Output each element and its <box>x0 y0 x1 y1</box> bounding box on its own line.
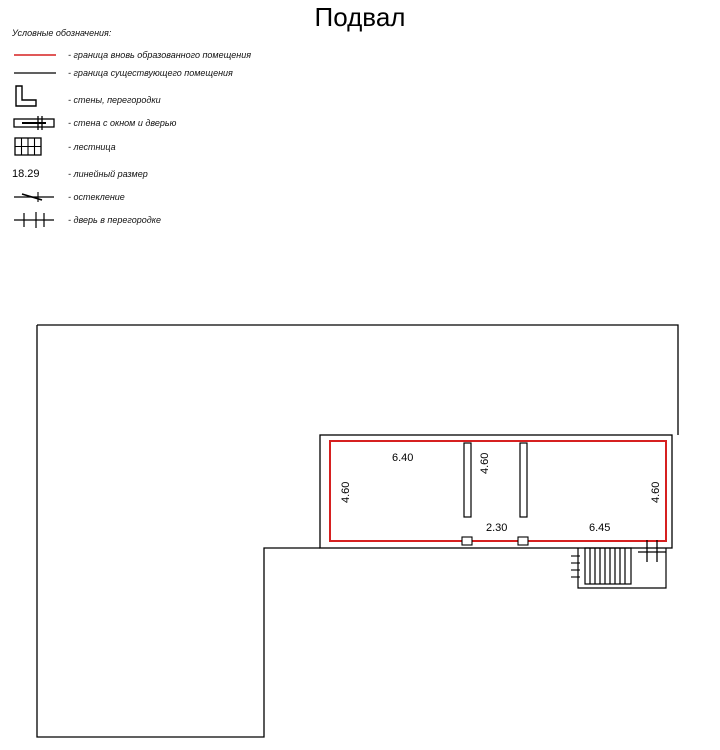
legend-text: - граница существующего помещения <box>68 68 233 78</box>
page-title: Подвал <box>314 2 406 32</box>
dim-bottom-right-width: 6.45 <box>589 522 611 534</box>
legend-heading: Условные обозначения: <box>12 28 112 38</box>
legend-text: - граница вновь образованного помещения <box>68 50 252 60</box>
legend-text: - стена с окном и дверью <box>68 118 177 128</box>
legend-text: - остекление <box>68 192 125 202</box>
dim-left-height: 4.60 <box>340 481 352 503</box>
existing-building-outline <box>37 325 678 737</box>
partition-left <box>464 443 471 517</box>
legend-text: - дверь в перегородке <box>68 215 161 225</box>
door-marker-left <box>462 537 472 545</box>
dim-middle-width: 2.30 <box>486 522 508 534</box>
dim-middle-height: 4.60 <box>479 452 491 474</box>
legend-text: - стены, перегородки <box>68 95 161 105</box>
legend-text: - лестница <box>68 142 116 152</box>
partition-right <box>520 443 527 517</box>
linear-size-sample-text: 18.29 <box>12 168 40 180</box>
dim-top-left-width: 6.40 <box>392 452 414 464</box>
staircase <box>571 540 666 588</box>
dim-right-height: 4.60 <box>650 481 662 503</box>
legend-text: - линейный размер <box>68 169 148 179</box>
door-marker-right <box>518 537 528 545</box>
